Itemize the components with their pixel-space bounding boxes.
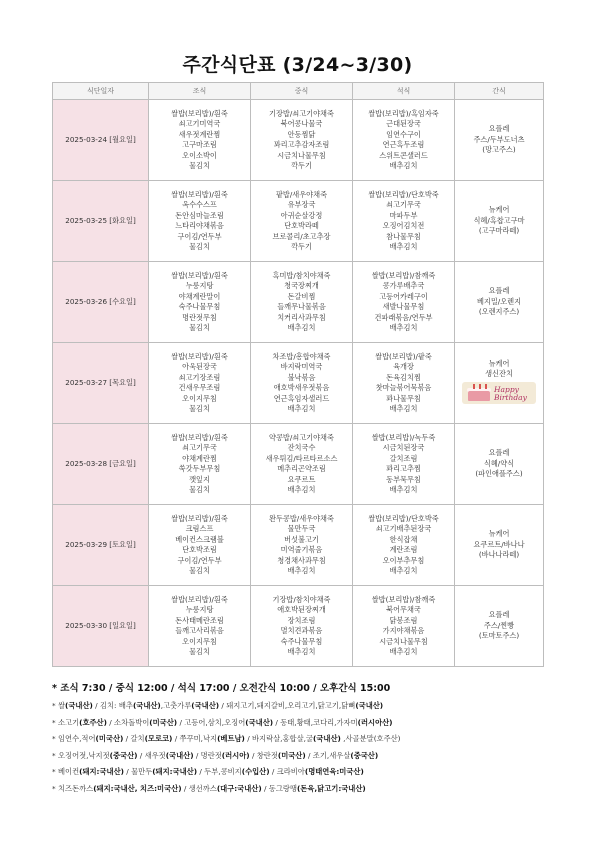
snack-item: (토마토주스) [478,631,520,641]
snack-cell [455,505,544,586]
menu-item: 시금치된장국 [382,443,425,452]
menu-item: 배추김치 [287,404,316,413]
menu-item: 배추김치 [389,161,418,170]
menu-item: 브로콜리/초고추장 [272,231,331,241]
dinner-cell [353,343,455,424]
menu-item: 쇠고기장조림 [178,372,221,382]
snack-item: 주스/찐빵 [483,620,515,630]
origin-country: (국내산) [165,750,194,760]
origin-country: (돼지:국내산, 치즈:미국산) [93,783,182,793]
menu-item: 배추김치 [389,485,418,494]
snack-item: (오렌지주스) [478,307,520,317]
menu-item: 계란조림 [389,545,418,554]
menu-item: 물김치 [189,647,210,656]
origin-country: (러시아산) [357,717,393,727]
menu-item: 동부묵무침 [386,474,421,484]
menu-item: 배추김치 [287,485,316,494]
menu-item: 쇠고기무국 [386,200,421,209]
menu-item: 새우젓계란찜 [178,129,221,139]
menu-item: 쌀밥(보리밥)/녹두죽 [371,432,436,442]
table-row [53,586,544,667]
menu-item: 쌀밥(보리밥)/흰죽 [171,189,228,199]
menu-item: 팥밥/새우야채죽 [275,189,328,199]
menu-item: 누룽지탕 [185,281,214,290]
header-dinner: 석식 [353,83,455,100]
menu-item: 들깨무나물볶음 [277,302,326,311]
menu-item: 가지야채볶음 [382,626,425,635]
menu-item: 새우튀김/타르타르소스 [265,453,338,463]
menu-item: 숙주나물무침 [178,302,221,311]
header-date: 식단일자 [53,83,149,100]
menu-item: 임연수구이 [386,129,421,139]
menu-item: 돈안심마늘조림 [175,210,224,220]
menu-item: 요쿠르트 [287,474,316,484]
menu-item: 안동찜닭 [287,129,316,139]
ingredient-text: / 고등어,삼치,오징어 [177,717,246,727]
dinner-cell [353,586,455,667]
menu-body [53,100,544,667]
candle-icon [479,384,481,389]
menu-item: 쌀밥(보리밥)/흰죽 [171,432,228,442]
cake-icon [468,391,490,401]
menu-item: 애호박된장찌개 [277,605,326,614]
ingredient-text: ,사골분말(호주산) [340,734,401,743]
snack-cell [455,100,544,181]
ingredient-text: / 명란젓 [193,750,222,760]
menu-item: 찻마늘볶어묵볶음 [375,383,432,392]
table-row [53,505,544,586]
breakfast-cell [149,505,251,586]
menu-item: 들깨고사리볶음 [175,626,224,635]
menu-item: 물김치 [189,485,210,494]
origin-country: (미국산) [95,734,124,743]
origin-country: (베트남) [217,734,245,743]
menu-item: 오이지무침 [182,393,217,403]
menu-item: 연근흑두조림 [382,140,425,149]
candle-icon [485,384,487,389]
origin-country: (대구:국내산) [216,783,262,793]
menu-item: 크림스프 [185,524,214,533]
cake-caption-line2: Birthday [494,392,527,402]
menu-item: 불낙볶음 [287,372,316,382]
table-row [53,424,544,505]
menu-item: 돈사태메란조림 [175,615,224,625]
snack-item: (바나나라떼) [478,550,520,560]
menu-item: 쌀밥(보리밥)/단호박죽 [368,189,439,199]
date-cell: 2025-03-28 [금요일] [53,424,149,505]
origin-country: (국내산) [313,734,341,743]
origin-country: (국내산) [245,717,274,727]
snack-item: 요플레 [488,286,510,296]
ingredient-text: * 오징어젓,낙지젓 [52,750,110,760]
origin-note-line [52,715,552,732]
menu-item: 물김치 [189,242,210,251]
origin-country: (호주산) [79,717,107,727]
menu-item: 메추리곤약조림 [277,464,326,473]
ingredient-text: / 크라비아 [269,767,305,776]
menu-item: 쇠고기배추된장국 [375,524,432,533]
menu-item: 배추김치 [389,404,418,413]
ingredient-text: ,고춧가루 [160,701,192,710]
menu-item: 누룽지탕 [185,605,214,614]
snack-item: 식혜/흑찹고구마 [473,215,525,225]
date-cell: 2025-03-26 [수요일] [53,262,149,343]
meal-times: * 조식 7:30 / 중식 12:00 / 석식 17:00 / 오전간식 10:00 / 오후간식 15:00 [52,683,391,694]
menu-item: 콩가루배추국 [382,281,425,290]
date-cell: 2025-03-27 [목요일] [53,343,149,424]
menu-item: 숙주나물무침 [280,636,323,646]
origin-country: (국내산) [355,701,384,710]
menu-item: 단호박조림 [182,545,217,554]
breakfast-cell [149,181,251,262]
ingredient-text: / 새우젓 [137,750,166,760]
menu-item: 오이소박이 [182,150,217,160]
menu-item: 배추김치 [287,566,316,575]
header-lunch: 중식 [251,83,353,100]
menu-item: 육개장 [393,362,414,371]
dinner-cell [353,100,455,181]
menu-item: 기장밥/참치야채죽 [272,594,331,604]
lunch-cell [251,181,353,262]
menu-item: 돈육김치찜 [386,372,421,382]
menu-item: 쌀밥(보리밥)/참깨죽 [371,270,436,280]
menu-item: 쇠고기미역국 [178,119,221,128]
menu-item: 건새우무조림 [178,383,221,392]
menu-item: 배추김치 [389,566,418,575]
ingredient-text: / 동태,황태,코다리,가자미 [273,717,358,727]
menu-item: 잔치국수 [287,443,316,452]
origin-country: (중국산) [109,750,138,760]
page-title: 주간식단표 (3/24~3/30) [182,54,413,76]
menu-item: 배추김치 [287,647,316,656]
table-header-row [53,83,544,100]
menu-item: 쌀밥(보리밥)/흰죽 [171,270,228,280]
ingredient-text: / 조기,새우살 [305,750,351,760]
menu-item: 물김치 [189,323,210,332]
menu-item: 베이컨스크램블 [175,534,224,544]
menu-item: 치커리사과무침 [277,312,326,322]
menu-item: 북어무채국 [386,605,421,614]
menu-item: 쌀밥(보리밥)/흰죽 [171,513,228,523]
menu-item: 북어콩나물국 [280,119,323,128]
date-cell: 2025-03-25 [화요일] [53,181,149,262]
origin-country: (돼지:국내산) [79,767,124,776]
ingredient-text: / 돼지고기,돼지갈비,오리고기,닭고기,닭뼈 [219,701,356,710]
snack-item: 베지밀/오렌지 [476,296,522,306]
cake-caption-line1: Happy [494,384,519,394]
menu-item: 멸치견과볶음 [280,626,323,635]
menu-item: 건파래볶음/연두부 [374,312,433,322]
lunch-cell [251,424,353,505]
snack-item: 식혜/약식 [483,458,515,468]
menu-item: 꽈나물무침 [386,393,421,403]
menu-item: 구이김/연두부 [177,231,222,241]
ingredient-text: / 물만두 [123,767,153,776]
ingredient-text: / 쭈꾸미,낙지 [172,734,218,743]
ingredient-text: / 갈치 [123,734,145,743]
candle-icon [473,384,475,389]
menu-item: 배추김치 [389,323,418,332]
snack-item: 뉴케어 [488,529,510,539]
menu-item: 닭봉조림 [389,615,418,625]
menu-item: 야채계란찜 [182,453,217,463]
snack-item: (고구마라떼) [478,226,520,236]
menu-item: 시금치나물무침 [379,636,428,646]
menu-item: 쌀밥(보리밥)/흰죽 [171,351,228,361]
menu-item: 마파두부 [389,210,418,220]
origin-country: (국내산) [191,701,220,710]
menu-item: 장치조림 [287,615,316,625]
origin-notes [52,698,552,797]
lunch-cell [251,262,353,343]
ingredient-text: / 생선까스 [181,783,217,793]
lunch-cell [251,100,353,181]
menu-item: 오이부추무침 [382,555,425,565]
snack-item: 요플레 [488,610,510,620]
cake-caption [494,386,527,402]
date-cell: 2025-03-24 [월요일] [53,100,149,181]
menu-item: 쌀밥(보리밥)/단호박죽 [368,513,439,523]
dinner-cell [353,262,455,343]
menu-item: 깍두기 [291,242,312,251]
menu-item: 스위트콘샐러드 [379,150,428,160]
snack-item: 요플레 [488,448,510,458]
menu-item: 물김치 [189,404,210,413]
origin-country: (수입산) [241,767,270,776]
menu-item: 새발나물무침 [382,302,425,311]
menu-item: 야채계란말이 [178,291,221,301]
snack-item: (망고주스) [482,145,516,155]
menu-item: 바지락미역국 [280,362,323,371]
menu-item: 꽈리고추찜 [386,464,421,473]
menu-item: 아욱된장국 [182,362,217,371]
menu-item: 물만두국 [287,524,316,533]
origin-note-line [52,748,552,765]
menu-item: 명란젓무침 [182,312,217,322]
ingredient-text: * 쌀 [52,701,66,710]
menu-item: 청경채사과무침 [277,555,326,565]
snack-cell [455,424,544,505]
lunch-cell [251,505,353,586]
menu-item: 아귀순살강정 [280,210,323,220]
menu-item: 흑미밥/참치야채죽 [272,270,331,280]
menu-item: 쇠고기무국 [182,443,217,452]
snack-item: 뉴케어 [488,358,510,368]
origin-note-line [52,764,552,781]
snack-item: 뉴케어 [488,205,510,215]
birthday-cake-image [462,382,536,404]
snack-item: 생신잔치 [485,369,513,379]
origin-note-line [52,698,552,715]
menu-item: 느타리야채볶음 [175,221,224,230]
menu-item: 돈갈비찜 [287,291,316,301]
menu-item: 시금치나물무침 [277,150,326,160]
header-breakfast: 조식 [149,83,251,100]
menu-item: 고등어카레구이 [379,291,428,301]
menu-item: 완두콩밥/새우야채죽 [269,513,334,523]
menu-item: 구이김/연두부 [177,555,222,565]
menu-item: 기장밥/쇠고기야채죽 [269,108,334,118]
origin-country: (돈육,닭고기:국내산) [296,783,366,793]
table-row [53,100,544,181]
table-row [53,343,544,424]
origin-country: (명태연육:미국산) [304,767,364,776]
menu-item: 미역줄기볶음 [280,545,323,554]
origin-country: (국내산) [65,701,93,710]
origin-country: (러시아) [221,750,250,760]
menu-item: 옥수수스프 [182,200,217,209]
menu-item: 오징어김치전 [382,221,425,230]
breakfast-cell [149,262,251,343]
origin-country: (국내산) [132,701,161,710]
menu-item: 깍두기 [291,161,312,170]
dinner-cell [353,424,455,505]
origin-note-line [52,731,552,748]
menu-item: 차조밥/흥합야채죽 [272,351,331,361]
menu-item: 배추김치 [389,242,418,251]
menu-item: 쌀밥(보리밥)/참깨죽 [371,594,436,604]
snack-item: 요쿠르트/바나나 [473,539,525,549]
ingredient-text: / 동그랑땡 [261,783,297,793]
ingredient-text: * 베이컨 [52,767,80,776]
lunch-cell [251,586,353,667]
menu-item: 유부장국 [287,200,316,209]
menu-item: 쌀밥(보리밥)/흑임자죽 [368,108,439,118]
menu-item: 배추김치 [389,647,418,656]
ingredient-text: * 임연수,적어 [52,734,96,743]
menu-item: 근대된장국 [386,119,421,128]
dinner-cell [353,181,455,262]
lunch-cell [251,343,353,424]
dinner-cell [353,505,455,586]
menu-item: 애호박새우젓볶음 [273,383,330,392]
snack-item: (파인애플주스) [475,469,523,479]
ingredient-text: / 김치: 배추 [92,701,133,710]
date-cell: 2025-03-29 [토요일] [53,505,149,586]
menu-item: 깻잎지 [189,474,210,484]
origin-country: (미국산) [149,717,178,727]
menu-item: 한식잡채 [389,534,418,544]
ingredient-text: * 소고기 [52,717,80,727]
header-snack: 간식 [455,83,544,100]
menu-item: 쌀밥(보리밥)/팥죽 [375,351,432,361]
snack-cell [455,262,544,343]
origin-country: (돼지:국내산) [152,767,198,776]
menu-item: 오이지무침 [182,636,217,646]
menu-item: 물김치 [189,161,210,170]
menu-item: 버섯불고기 [284,534,319,544]
menu-item: 고구마조림 [182,140,217,149]
breakfast-cell [149,586,251,667]
snack-cell [455,343,544,424]
menu-item: 연근흑임자샐러드 [273,393,330,403]
origin-country: (모로코) [144,734,173,743]
breakfast-cell [149,424,251,505]
menu-item: 청국장찌개 [284,281,319,290]
table-row [53,262,544,343]
snack-cell [455,586,544,667]
date-cell: 2025-03-30 [일요일] [53,586,149,667]
snack-cell [455,181,544,262]
menu-item: 물김치 [189,566,210,575]
snack-item: 주스/두부도너츠 [473,134,525,144]
menu-item: 약콩밥/쇠고기야채죽 [269,432,334,442]
menu-item: 참나물무침 [386,231,421,241]
menu-item: 단호박라떼 [284,221,319,230]
ingredient-text: / 소차돌박이 [106,717,150,727]
ingredient-text: / 창란젓 [249,750,278,760]
ingredient-text: * 치즈돈까스 [52,783,94,793]
menu-item: 갈치조림 [389,453,418,463]
breakfast-cell [149,100,251,181]
origin-country: (미국산) [277,750,306,760]
menu-item: 꽈리고추감자조림 [273,140,330,149]
menu-item: 쑥갓두부무침 [178,464,221,473]
weekly-menu-table [52,82,544,667]
origin-note-line [52,781,552,798]
breakfast-cell [149,343,251,424]
ingredient-text: / 바지락살,홍합살,굴 [244,734,314,743]
menu-item: 배추김치 [287,323,316,332]
menu-item: 쌀밥(보리밥)/흰죽 [171,594,228,604]
snack-item: 요플레 [488,124,510,134]
ingredient-text: / 두부,콩비지 [197,767,242,776]
origin-country: (중국산) [350,750,379,760]
notes-section [52,680,552,797]
table-row [53,181,544,262]
menu-item: 쌀밥(보리밥)/흰죽 [171,108,228,118]
